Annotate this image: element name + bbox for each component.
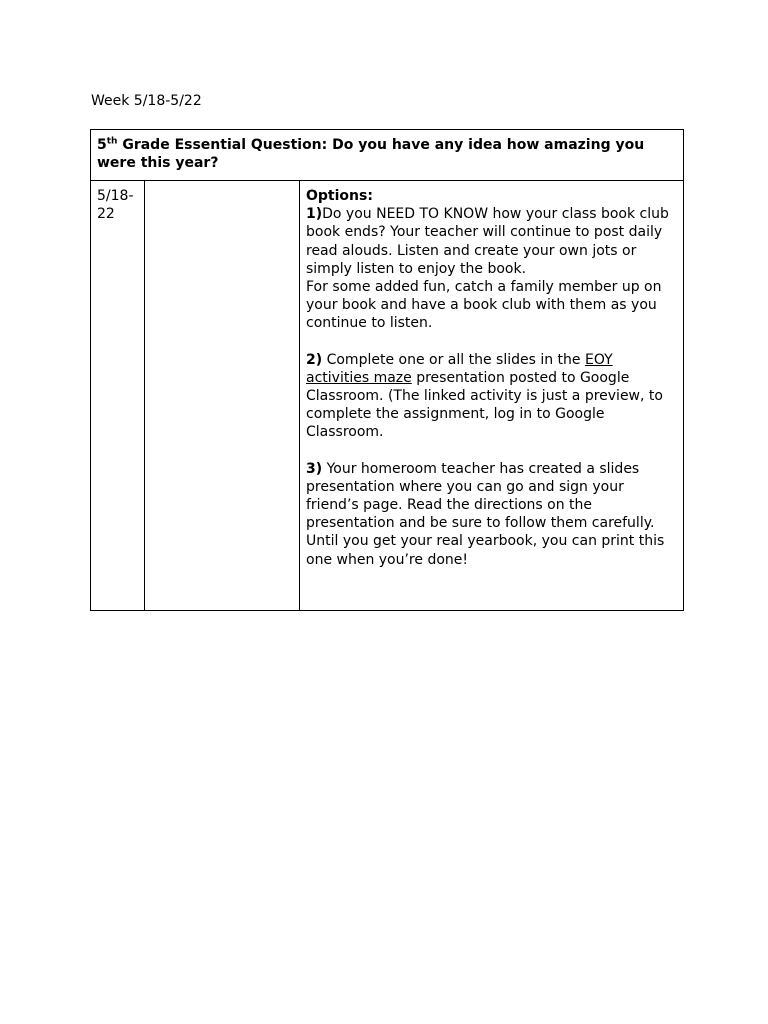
option-2-number: 2)	[306, 351, 323, 368]
lesson-plan-table	[90, 129, 684, 611]
option-1-extra: For some added fun, catch a family member up on your book and have a book club with them as you continue to listen.	[306, 279, 662, 332]
option-2	[306, 351, 677, 442]
eoy-activities-maze-link[interactable]: EOY activities maze	[306, 351, 613, 386]
option-2-text-before: Complete one or all the slides in the	[322, 351, 585, 368]
grade-number: 5	[97, 137, 107, 153]
option-2-text-after: presentation posted to Google Classroom. (The linked activity is just a preview, to complete the assignment, log in to Google Classroom.	[306, 369, 663, 441]
date-cell: 5/18-22	[91, 181, 145, 610]
essential-question-row	[91, 130, 683, 181]
option-1	[306, 205, 677, 278]
options-title: Options:	[306, 188, 373, 204]
week-heading: Week 5/18-5/22	[91, 93, 202, 109]
essential-question-text: Grade Essential Question: Do you have any idea how amazing you were this year?	[97, 137, 645, 171]
option-3-number: 3)	[306, 460, 323, 477]
option-1-text: Do you NEED TO KNOW how your class book club book ends? Your teacher will continue to post daily read alouds. Listen and create your own jots or simply listen to enjoy the book.	[306, 206, 669, 277]
empty-cell	[145, 181, 300, 610]
spacer	[306, 333, 677, 351]
option-1-number: 1)	[306, 206, 323, 223]
option-3	[306, 460, 677, 569]
options-cell	[300, 181, 683, 610]
spacer	[306, 442, 677, 460]
option-3-text: Your homeroom teacher has created a slides presentation where you can go and sign your friend’s page. Read the directions on the presentation and be sure to follow them carefully. Until you get your real yearbook, you can print this one when you’re done!	[306, 460, 665, 568]
grade-suffix: th	[106, 136, 118, 147]
